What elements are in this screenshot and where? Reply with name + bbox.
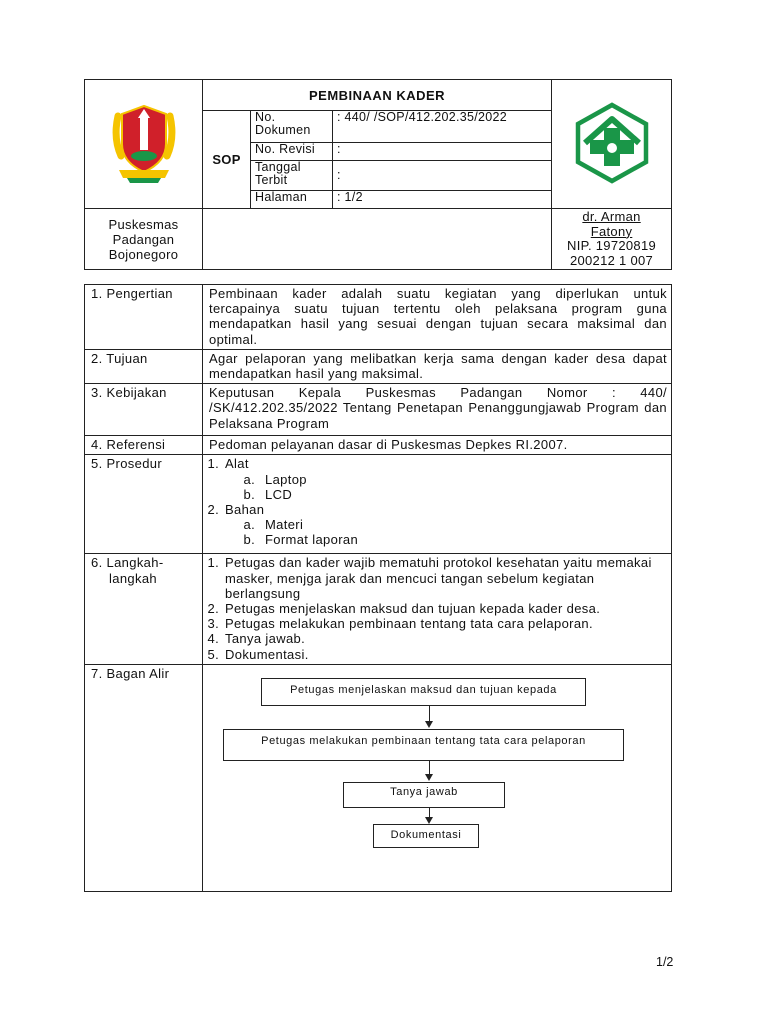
signatory-nip: 200212 1 007	[569, 252, 654, 268]
signatory-nip: NIP. 19720819	[567, 238, 657, 253]
group-title: Bahan	[225, 502, 265, 518]
sop-header-table	[84, 79, 672, 270]
kebijakan-text: Keputusan Kepala Puskesmas Padangan Nomor : 440/ /SK/412.202.35/2022 Tentang Penetapan Penanggungjawab Program dan Pelaksana Program	[203, 384, 672, 436]
list-item: 3. Petugas melakukan pembinaan tentang tata cara pelaporan.	[223, 616, 667, 631]
sop-label: SOP	[203, 111, 251, 209]
langkah-steps	[205, 555, 667, 661]
doc-number-value: : 440/ /SOP/412.202.35/2022	[333, 111, 552, 143]
bojonegoro-logo-cell	[85, 80, 203, 209]
flow-step-box: Petugas menjelaskan maksud dan tujuan kepada	[261, 678, 586, 706]
flowchart	[203, 665, 671, 889]
flow-step-box: Petugas melakukan pembinaan tentang tata cara pelaporan	[223, 729, 624, 761]
flowchart-cell	[203, 664, 672, 891]
issue-date-label: Tanggal Terbit	[251, 161, 333, 191]
issue-date-value: :	[333, 161, 552, 191]
flow-connector	[429, 705, 430, 722]
list-item: 2. Petugas menjelaskan maksud dan tujuan kepada kader desa.	[223, 601, 667, 616]
signatory-name: Fatony	[590, 223, 633, 239]
tujuan-text: Agar pelaporan yang melibatkan kerja sama dengan kader desa dapat mendapatkan hasil yang maksimal.	[203, 349, 672, 383]
flow-arrowhead	[425, 721, 433, 728]
signatory-block	[552, 209, 672, 270]
institution-line: Puskesmas	[108, 216, 179, 232]
list-item: b. Format laporan	[259, 532, 667, 547]
referensi-text: Pedoman pelayanan dasar di Puskesmas Depkes RI.2007.	[203, 436, 672, 455]
flow-arrowhead	[425, 774, 433, 781]
langkah-list	[203, 554, 672, 664]
section-label	[85, 554, 203, 664]
prosedur-group	[223, 456, 667, 502]
group-items	[225, 517, 667, 547]
puskesmas-logo-cell	[552, 80, 672, 209]
prosedur-groups	[205, 456, 667, 547]
pengertian-text: Pembinaan kader adalah suatu kegiatan yang diperlukan untuk tercapainya suatu tujuan tertentu oleh pelaksana program guna mendapatkan hasil yang sesuai dengan tujuan secara maksimal dan optimal.	[203, 285, 672, 350]
list-item: a. Laptop	[259, 472, 667, 487]
label-line: langkah	[109, 570, 157, 586]
page-number: 1/2	[656, 955, 674, 969]
flow-connector	[429, 760, 430, 775]
institution-name	[85, 209, 203, 270]
list-item: b. LCD	[259, 487, 667, 502]
list-item: a. Materi	[259, 517, 667, 532]
document-title: PEMBINAAN KADER	[203, 80, 552, 111]
bojonegoro-emblem-icon	[109, 98, 179, 188]
revision-label: No. Revisi	[251, 143, 333, 161]
institution-line: Bojonegoro	[108, 246, 179, 262]
prosedur-group	[223, 502, 667, 548]
group-items	[225, 472, 667, 502]
institution-line: Padangan	[112, 231, 175, 247]
doc-number-label: No. Dokumen	[251, 111, 333, 143]
section-label: 7. Bagan Alir	[85, 664, 203, 891]
page-value: : 1/2	[333, 191, 552, 209]
section-label: 2. Tujuan	[85, 349, 203, 383]
revision-value: :	[333, 143, 552, 161]
section-label: 5. Prosedur	[85, 455, 203, 554]
signature-space	[203, 209, 552, 270]
prosedur-list	[203, 455, 672, 554]
section-label: 1. Pengertian	[85, 285, 203, 350]
label-line: 6. Langkah-	[91, 555, 164, 571]
sop-body-table	[84, 284, 672, 892]
puskesmas-logo-icon	[574, 102, 650, 184]
section-label: 4. Referensi	[85, 436, 203, 455]
list-item: 5. Dokumentasi.	[223, 647, 667, 662]
section-label: 3. Kebijakan	[85, 384, 203, 436]
group-title: Alat	[225, 456, 249, 472]
flow-arrowhead	[425, 817, 433, 824]
list-item: 4. Tanya jawab.	[223, 631, 667, 646]
flow-step-box: Dokumentasi	[373, 824, 479, 848]
flow-step-box: Tanya jawab	[343, 782, 505, 808]
list-item: 1. Petugas dan kader wajib mematuhi protokol kesehatan yaitu memakai masker, menjga jarak dan mencuci tangan sebelum kegiatan berlangsung	[223, 555, 667, 601]
signatory-name: dr. Arman	[582, 209, 641, 224]
page-label: Halaman	[251, 191, 333, 209]
